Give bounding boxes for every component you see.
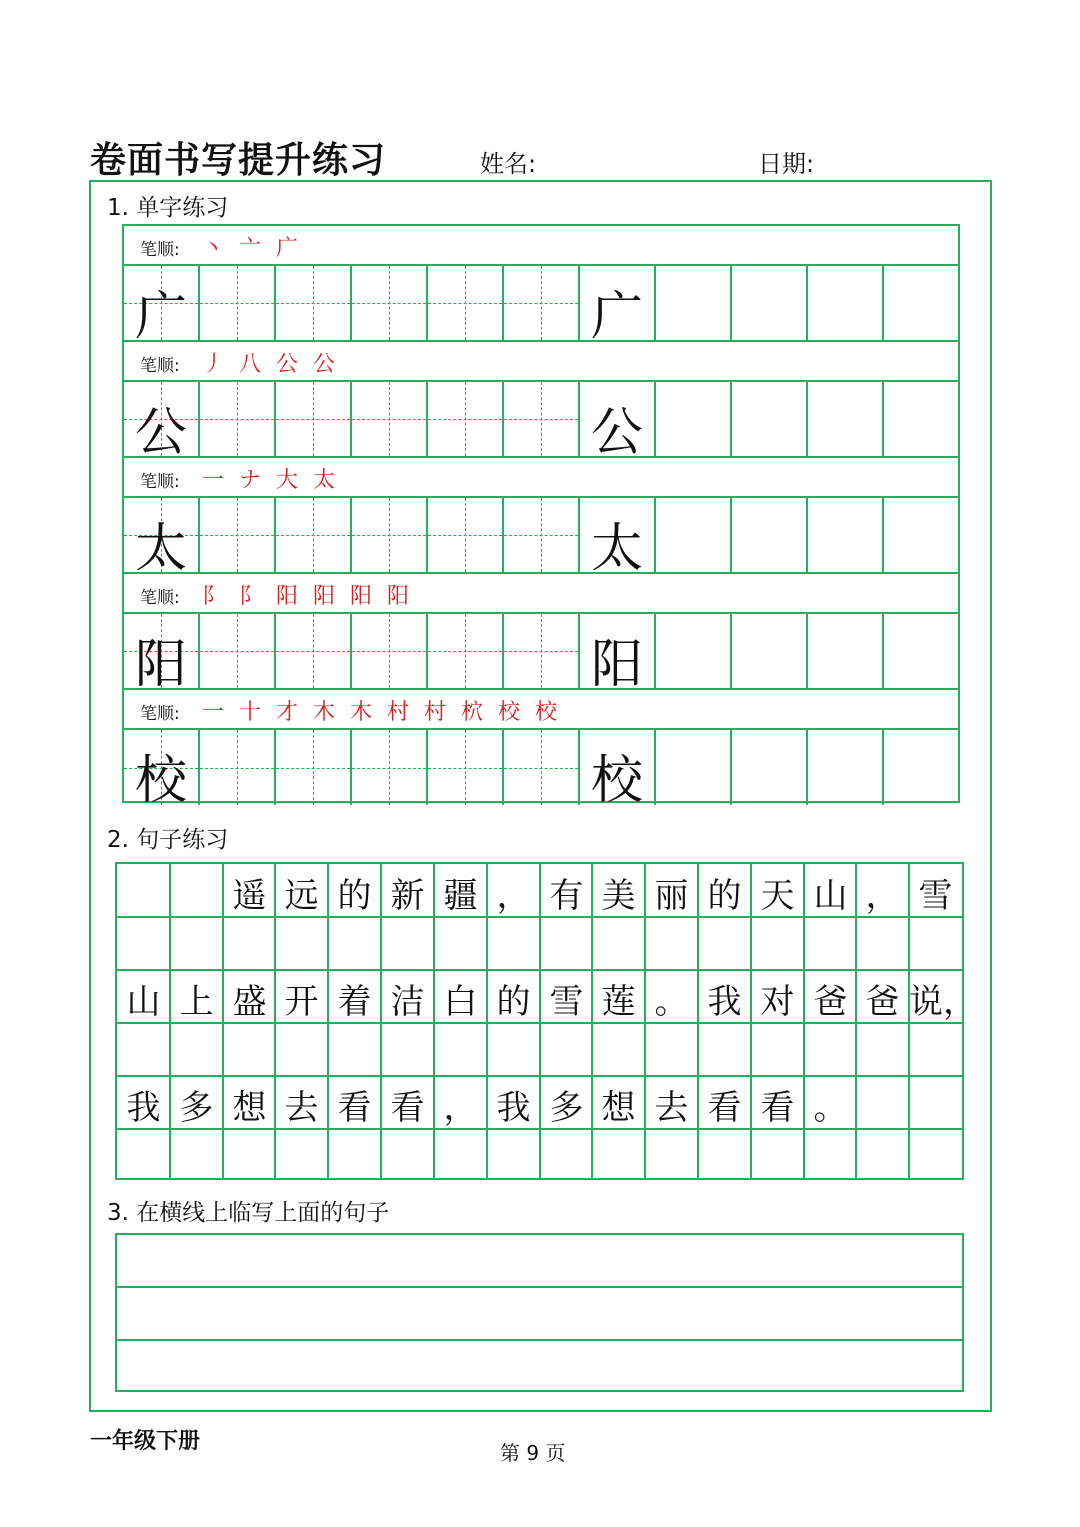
writing-cell [428,382,504,456]
name-field-label: 姓名: [480,150,537,178]
writing-cell [504,730,580,805]
writing-cell [656,266,732,340]
stroke-order-row [124,226,958,266]
writing-line [117,1286,962,1288]
sentence-character: 丽 [654,876,689,916]
stroke-order-row [124,458,958,498]
writing-cell [428,730,504,805]
writing-cell [428,498,504,572]
sentence-character: 雪 [549,982,584,1022]
sentence-character: 多 [179,1088,214,1128]
writing-cell [732,614,808,688]
sentence-character: 盛 [232,982,267,1022]
sentence-character: 想 [232,1088,267,1128]
sentence-character: 看 [390,1088,425,1128]
sentence-character: 上 [179,982,214,1022]
writing-cell [732,382,808,456]
writing-cell [276,730,352,805]
stroke-order-sequence: 丿 八 公 公 [202,352,339,377]
writing-cell [276,498,352,572]
writing-cell [656,614,732,688]
grade-label: 一年级下册 [90,1429,201,1454]
stroke-order-sequence: 丶 亠 广 [202,236,302,261]
sentence-character: 遥 [232,876,267,916]
stroke-order-label: 笔顺: [140,704,180,724]
writing-cell [428,266,504,340]
writing-cell [200,266,276,340]
stroke-order-sequence: 一 十 才 木 木 村 村 柼 校 校 [202,700,561,725]
writing-cell [580,730,656,811]
sentence-character: 去 [654,1088,689,1128]
stroke-order-row [124,342,958,382]
writing-cell [580,382,656,463]
sentence-character: 爸 [865,982,900,1022]
sentence-character: 莲 [601,982,636,1022]
stroke-order-sequence: 阝 阝 阳 阳 阳 阳 [202,584,413,609]
sentence-character: 雪 [918,876,953,916]
writing-cell [808,498,884,572]
sentence-character: 想 [601,1088,636,1128]
writing-cell [656,498,732,572]
model-character: 校 [134,751,187,811]
writing-cell [732,498,808,572]
sentence-character: 爸 [813,982,848,1022]
writing-cell [580,614,656,695]
writing-cell [808,730,884,805]
stroke-order-row [124,690,958,730]
writing-cell [200,498,276,572]
sentence-character: 着 [337,982,372,1022]
stroke-order-label: 笔顺: [140,240,180,260]
sentence-character: 的 [496,982,531,1022]
sentence-character: 。 [654,982,689,1022]
model-character: 太 [134,519,187,579]
sentence-character: 的 [707,876,742,916]
stroke-order-sequence: 一 ナ 大 太 [202,468,339,493]
character-cell-row [124,614,958,695]
writing-cell [884,498,958,572]
sentence-character: 疆 [443,876,478,916]
sentence-character: 我 [707,982,742,1022]
writing-cell [124,614,200,695]
sentence-practice-grid [115,862,977,1180]
sentence-character: 天 [760,876,795,916]
section-title-copy-lines: 3. 在横线上临写上面的句子 [107,1200,390,1226]
sentence-character: ， [443,1088,478,1128]
writing-cell [352,614,428,688]
writing-cell [580,498,656,579]
writing-cell [200,382,276,456]
model-character: 校 [590,751,643,811]
writing-cell [352,730,428,805]
sentence-character: 白 [443,982,478,1022]
model-character: 阳 [134,635,187,695]
model-character: 公 [590,403,643,463]
stroke-order-label: 笔顺: [140,356,180,376]
writing-cell [884,382,958,456]
model-character: 广 [134,287,187,347]
sentence-character: 我 [126,1088,161,1128]
stroke-order-row [124,574,958,614]
copy-lines-box [115,1233,964,1392]
character-cell-row [124,498,958,579]
writing-cell [124,266,200,347]
writing-cell [580,266,656,347]
writing-cell [504,266,580,340]
writing-cell [124,382,200,463]
writing-cell [352,382,428,456]
writing-cell [352,266,428,340]
sentence-character: 山 [813,876,848,916]
sentence-character: ， [496,876,531,916]
sentence-character: 新 [390,876,425,916]
sentence-character: 洁 [390,982,425,1022]
character-cell-row [124,266,958,347]
sentence-character: 美 [601,876,636,916]
section-title-single-char: 1. 单字练习 [107,195,229,221]
character-cell-row [124,730,958,811]
writing-cell [808,382,884,456]
model-character: 广 [590,287,643,347]
character-practice-grid [122,224,960,811]
writing-line [117,1339,962,1341]
date-field-label: 日期: [758,150,815,178]
writing-cell [884,730,958,805]
page-number: 第 9 页 [500,1441,566,1465]
writing-cell [808,266,884,340]
model-character: 阳 [590,635,643,695]
section-title-sentence: 2. 句子练习 [107,827,229,853]
writing-cell [656,382,732,456]
writing-cell [808,614,884,688]
writing-cell [504,614,580,688]
writing-cell [124,498,200,579]
writing-cell [884,614,958,688]
sentence-character: 的 [337,876,372,916]
model-character: 公 [134,403,187,463]
writing-cell [352,498,428,572]
writing-cell [200,614,276,688]
writing-cell [504,498,580,572]
stroke-order-label: 笔顺: [140,472,180,492]
writing-cell [276,614,352,688]
sentence-character: 我 [496,1088,531,1128]
sentence-character: 。 [813,1088,848,1128]
page-title: 卷面书写提升练习 [90,140,387,181]
sentence-character: 看 [337,1088,372,1128]
sentence-character: 对 [760,982,795,1022]
sentence-character: 开 [284,982,319,1022]
writing-cell [276,266,352,340]
model-character: 太 [590,519,643,579]
sentence-character: 多 [549,1088,584,1128]
stroke-order-label: 笔顺: [140,588,180,608]
sentence-character: 看 [707,1088,742,1128]
sentence-character: ， [865,876,900,916]
writing-cell [200,730,276,805]
sentence-character: 看 [760,1088,795,1128]
writing-cell [656,730,732,805]
character-cell-row [124,382,958,463]
sentence-character: 远 [284,876,319,916]
writing-cell [428,614,504,688]
sentence-character: 说， [909,982,977,1022]
writing-cell [732,266,808,340]
sentence-character: 去 [284,1088,319,1128]
writing-cell [884,266,958,340]
writing-cell [276,382,352,456]
sentence-character: 山 [126,982,161,1022]
writing-cell [732,730,808,805]
sentence-character: 有 [549,876,584,916]
writing-cell [504,382,580,456]
writing-cell [124,730,200,811]
